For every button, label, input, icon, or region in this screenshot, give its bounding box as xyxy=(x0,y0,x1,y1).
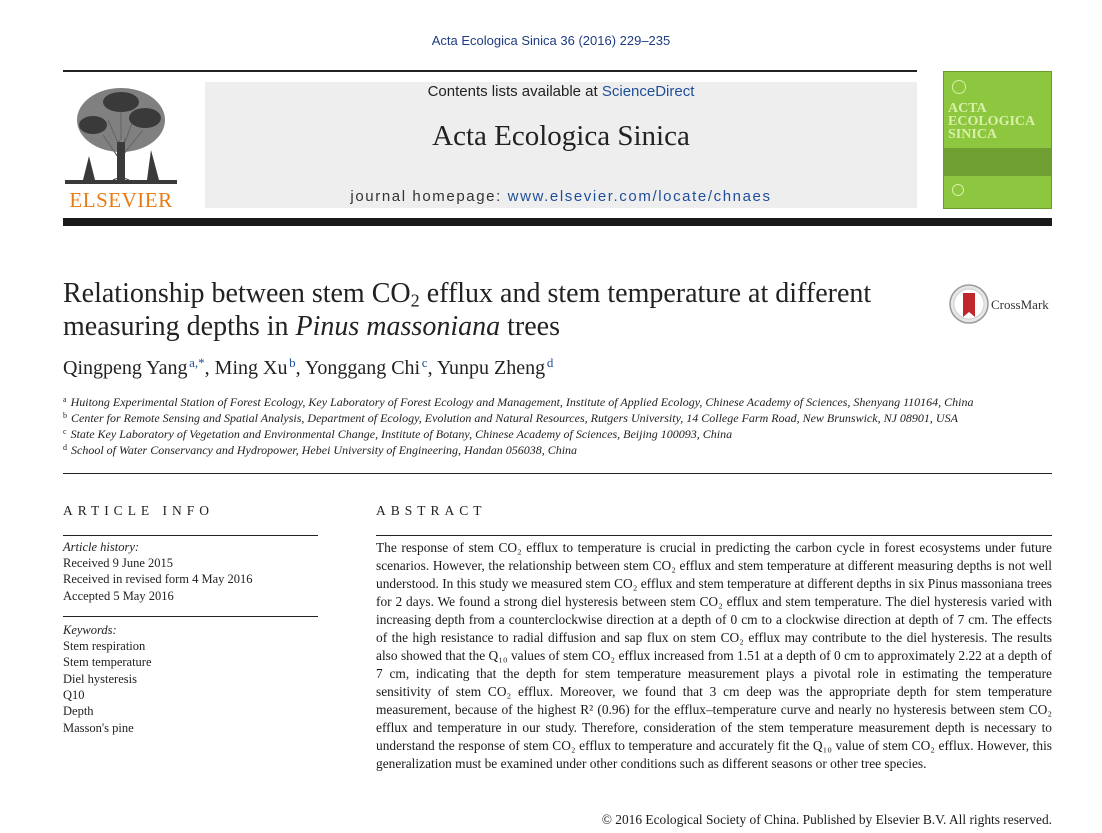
article-info-heading: ARTICLE INFO xyxy=(63,503,215,518)
title-text: measuring depths in xyxy=(63,311,296,342)
journal-citation[interactable]: Acta Ecologica Sinica 36 (2016) 229–235 xyxy=(431,33,671,48)
homepage-line xyxy=(205,188,917,205)
author-name[interactable]: Yonggang Chi xyxy=(304,357,421,379)
cover-landscape xyxy=(944,148,1051,176)
revised-date: Received in revised form 4 May 2016 xyxy=(63,572,253,586)
keyword: Diel hysteresis xyxy=(63,672,137,686)
author-separator: , xyxy=(295,357,305,379)
homepage-prefix: journal homepage: xyxy=(350,188,508,205)
title-subscript: 2 xyxy=(410,290,420,311)
affiliation-mark: c xyxy=(63,427,67,436)
elsevier-wordmark[interactable]: ELSEVIER xyxy=(69,188,173,212)
keyword: Masson's pine xyxy=(63,721,134,735)
abstract-body: The response of stem CO₂ efflux to temperature is crucial in predicting the carbon cycle in forest ecosystems under future scenarios. However, the relationship between stem CO₂ efflux and stem temperature at different measuring depths is not well understood. In this study we measured stem CO₂ efflux and stem temperature at different depths in six Pinus massoniana trees for 2 days. We found a strong diel hysteresis between stem CO₂ efflux and stem temperature. The diel hysteresis varied with increasing depth from a counterclockwise direction at a depth of 0 cm to a clockwise direction at depth of 7 cm. The effects of the high resistance to radial diffusion and sap flux on stem CO₂ efflux may contribute to the diel hysteresis. The results also showed that the Q₁₀ values of stem CO₂ efflux increased from 1.51 at a depth of 0 cm to approximately 2.22 at a depth of 7 cm, indicating that the depth for stem temperature measurement plays a pivotal role in estimating the temperature sensitivity of stem CO₂ efflux. Moreover, we found that 3 cm deep was the appropriate depth for stem temperature measurement, because of the highest R² (0.96) for the efflux–temperature curve and nearly no hysteresis between stem CO₂ efflux and temperature in our study. Therefore, consideration of the stem temperature measurement depth is necessary to understand the response of stem CO₂ efflux to temperature and accurately fit the Q₁₀ value of stem CO₂ efflux. However, this generalization must be examined under other conditions such as different seasons or other tree species. xyxy=(376,540,1052,771)
cover-emblem-icon xyxy=(952,80,966,94)
author-affiliation-mark[interactable]: d xyxy=(546,354,554,370)
keywords-rule xyxy=(63,616,318,617)
affiliation-text: Center for Remote Sensing and Spatial Analysis, Department of Ecology, Evolution and Natural Resources, Rutgers University, 14 College Farm Road, New Brunswick, NJ 08901, USA xyxy=(71,411,958,425)
author-affiliation-mark[interactable]: a,* xyxy=(189,354,205,370)
title-text: trees xyxy=(500,311,560,342)
author-separator: , xyxy=(204,357,215,379)
affiliation-text: State Key Laboratory of Vegetation and Environmental Change, Institute of Botany, Chinese Academy of Sciences, Beijing 100093, China xyxy=(70,427,733,441)
article-title xyxy=(63,277,913,343)
title-text: Relationship between stem CO xyxy=(63,278,411,309)
affiliation-mark: d xyxy=(63,443,67,452)
author-affiliation-mark[interactable]: b xyxy=(289,354,296,370)
journal-title: Acta Ecologica Sinica xyxy=(432,120,690,152)
title-text: efflux and stem temperature at different xyxy=(419,278,872,309)
abstract-heading: ABSTRACT xyxy=(376,503,487,518)
author-separator: , xyxy=(427,357,437,379)
crossmark-label[interactable]: CrossMark xyxy=(991,297,1049,312)
affiliation-text: School of Water Conservancy and Hydropower, Hebei University of Engineering, Handan 056038, China xyxy=(71,443,578,457)
cover-title-line: ACTA xyxy=(948,101,987,116)
keyword: Stem temperature xyxy=(63,655,152,669)
author-name[interactable]: Yunpu Zheng xyxy=(436,357,546,379)
affiliation-text: Huitong Experimental Station of Forest Ecology, Key Laboratory of Forest Ecology and Management, Institute of Applied Ecology, Chinese Academy of Sciences, Shenyang 110164, China xyxy=(70,395,974,409)
keyword: Depth xyxy=(63,704,94,718)
copyright-notice: © 2016 Ecological Society of China. Published by Elsevier B.V. All rights reserved. xyxy=(601,812,1052,827)
homepage-link[interactable]: www.elsevier.com/locate/chnaes xyxy=(507,188,772,205)
affiliation-rule xyxy=(63,473,1052,474)
author-name[interactable]: Qingpeng Yang xyxy=(63,357,188,379)
cover-publisher-icon xyxy=(952,184,964,196)
affiliation xyxy=(63,411,958,426)
crossmark-icon[interactable] xyxy=(948,283,992,327)
affiliation xyxy=(63,427,732,442)
sciencedirect-link[interactable]: ScienceDirect xyxy=(601,83,695,100)
author-name[interactable]: Ming Xu xyxy=(214,357,288,379)
affiliation-mark: b xyxy=(63,411,67,420)
article-info-rule xyxy=(63,535,318,536)
header-bottom-rule xyxy=(63,218,1052,226)
keywords-label: Keywords: xyxy=(63,623,117,637)
contents-prefix: Contents lists available at xyxy=(427,83,602,100)
journal-cover-thumbnail[interactable] xyxy=(943,71,1052,209)
cover-title-line: SINICA xyxy=(948,127,998,142)
affiliation-mark: a xyxy=(63,395,67,404)
contents-line xyxy=(205,83,917,100)
affiliation xyxy=(63,395,974,410)
cover-title xyxy=(948,102,1052,141)
author-list xyxy=(63,354,554,380)
title-species: Pinus massoniana xyxy=(295,311,501,342)
abstract-rule xyxy=(376,535,1052,536)
accepted-date: Accepted 5 May 2016 xyxy=(63,589,174,603)
received-date: Received 9 June 2015 xyxy=(63,556,174,570)
affiliation xyxy=(63,443,577,458)
keyword: Q10 xyxy=(63,688,85,702)
author-affiliation-mark[interactable]: c xyxy=(421,354,428,370)
keyword: Stem respiration xyxy=(63,639,146,653)
history-label: Article history: xyxy=(63,540,140,554)
header-top-rule xyxy=(63,70,917,72)
cover-title-line: ECOLOGICA xyxy=(948,114,1036,129)
